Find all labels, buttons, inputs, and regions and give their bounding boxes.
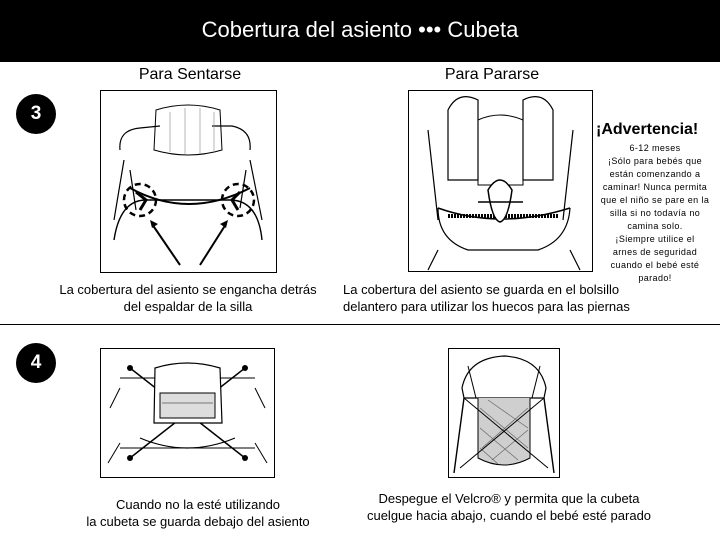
step-4-right-caption bbox=[346, 490, 672, 524]
caption-line: delantero para utilizar los huecos para las piernas bbox=[343, 299, 630, 314]
step-3-badge: 3 bbox=[16, 94, 56, 134]
step-3-left-caption bbox=[40, 281, 336, 315]
warning-body bbox=[596, 142, 714, 285]
bucket-hanging-down-illustration bbox=[448, 348, 560, 478]
warning-line: ¡Sólo para bebés que bbox=[607, 156, 703, 166]
warning-line: están comenzando a bbox=[609, 169, 701, 179]
column-label-sit: Para Sentarse bbox=[138, 66, 242, 83]
caption-line: del espaldar de la silla bbox=[123, 299, 253, 314]
caption-line: Cuando no la esté utilizando bbox=[115, 497, 281, 512]
caption-line: la cubeta se guarda debajo del asiento bbox=[86, 514, 310, 529]
page-title: Cobertura del asiento ••• Cubeta bbox=[201, 17, 519, 42]
warning-line: que el niño se pare en la bbox=[600, 195, 710, 205]
warning-line: camina solo. bbox=[627, 221, 683, 231]
step-4-left-caption bbox=[60, 496, 336, 530]
warning-line: cuando el bebé esté bbox=[610, 260, 700, 270]
warning-title: ¡Advertencia! bbox=[596, 121, 699, 138]
step-4-badge: 4 bbox=[16, 343, 56, 383]
caption-line: La cobertura del asiento se engancha detrás bbox=[59, 282, 317, 297]
caption-line: La cobertura del asiento se guarda en el bolsillo bbox=[343, 282, 620, 297]
warning-line: arnes de seguridad bbox=[612, 247, 698, 257]
section-divider bbox=[0, 324, 720, 325]
column-label-stand: Para Pararse bbox=[444, 66, 540, 83]
bucket-stored-under-seat-illustration bbox=[100, 348, 275, 478]
warning-line: caminar! Nunca permita bbox=[602, 182, 708, 192]
warning-line: ¡Siempre utilice el bbox=[615, 234, 695, 244]
seat-cover-hook-illustration bbox=[100, 90, 277, 273]
caption-line: cuelgue hacia abajo, cuando el bebé esté parado bbox=[366, 508, 652, 523]
step-3-right-caption bbox=[343, 281, 683, 315]
seat-cover-front-pocket-illustration bbox=[408, 90, 593, 272]
warning-line: silla si no todavía no bbox=[609, 208, 701, 218]
warning-line: parado! bbox=[638, 273, 672, 283]
header-bar bbox=[0, 0, 720, 62]
caption-line: Despegue el Velcro® y permita que la cubeta bbox=[378, 491, 640, 506]
warning-line: 6-12 meses bbox=[629, 143, 681, 153]
